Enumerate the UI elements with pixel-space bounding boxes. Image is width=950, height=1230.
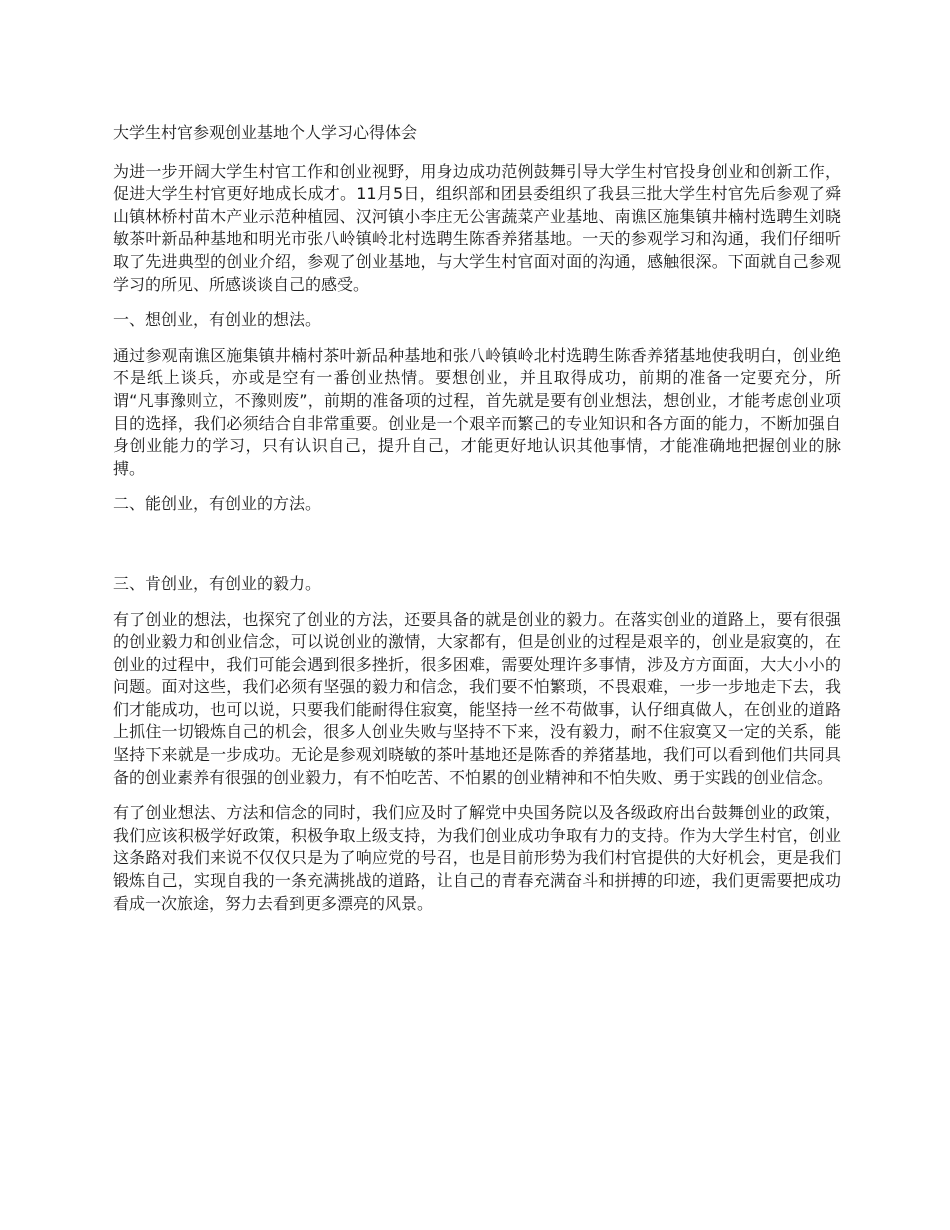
document-body — [113, 122, 841, 928]
blank-space — [113, 529, 841, 573]
section-3-paragraph: 有了创业的想法，也探究了创业的方法，还要具备的就是创业的毅力。在落实创业的道路上，要有很强的创业毅力和创业信念，可以说创业的激情，大家都有，但是创业的过程是艰辛的，创业是寂寞的，在创业的过程中，我们可能会遇到很多挫折，很多困难，需要处理许多事情，涉及方方面面，大大小小的问题。面对这些，我们必须有坚强的毅力和信念，我们要不怕繁琐，不畏艰难，一步一步地走下去，我们才能成功，也可以说，只要我们能耐得住寂寞，能坚持一丝不苟做事，认仔细真做人，在创业的道路上抓住一切锻炼自己的机会，很多人创业失败与坚持不下来，没有毅力，耐不住寂寞又一定的关系，能坚持下来就是一步成功。无论是参观刘晓敏的茶叶基地还是陈香的养猪基地，我们可以看到他们共同具备的创业素养有很强的创业毅力，有不怕吃苦、不怕累的创业精神和不怕失败、勇于实践的创业信念。 — [113, 609, 841, 787]
closing-paragraph: 有了创业想法、方法和信念的同时，我们应及时了解党中央国务院以及各级政府出台鼓舞创业的政策，我们应该积极学好政策，积极争取上级支持，为我们创业成功争取有力的支持。作为大学生村官，创业这条路对我们来说不仅仅只是为了响应党的号召，也是目前形势为我们村官提供的大好机会，更是我们锻炼自己，实现自我的一条充满挑战的道路，让自己的青春充满奋斗和拼搏的印迹，我们更需要把成功看成一次旅途，努力去看到更多漂亮的风景。 — [113, 803, 841, 913]
section-1-heading: 一、想创业，有创业的想法。 — [113, 310, 322, 330]
section-1-paragraph: 通过参观南谯区施集镇井楠村茶叶新品种基地和张八岭镇岭北村选聘生陈香养猪基地使我明白，创业绝不是纸上谈兵，亦或是空有一番创业热情。要想创业，并且取得成功，前期的准备一定要充分，所谓“凡事豫则立，不豫则废”，前期的准备项的过程，首先就是要有创业想法，想创业，才能考虑创业项目的选择，我们必须结合自非常重要。创业是一个艰辛而繁己的专业知识和各方面的能力，不断加强自身创业能力的学习，只有认识自己，提升自己，才能更好地认识其他事情，才能准确地把握创业的脉搏。 — [113, 345, 841, 478]
document-title: 大学生村官参观创业基地个人学习心得体会 — [113, 123, 418, 142]
intro-paragraph: 为进一步开阔大学生村官工作和创业视野，用身边成功范例鼓舞引导大学生村官投身创业和创新工作，促进大学生村官更好地成长成才。11月5日，组织部和团县委组织了我县三批大学生村官先后参观了舜山镇林桥村苗木产业示范种植园、汉河镇小李庄无公害蔬菜产业基地、南谯区施集镇井楠村选聘生刘晓敏茶叶新品种基地和明光市张八岭镇岭北村选聘生陈香养猪基地。一天的参观学习和沟通，我们仔细听取了先进典型的创业介绍，参观了创业基地，与大学生村官面对面的沟通，感触很深。下面就自己参观学习的所见、所感谈谈自己的感受。 — [113, 161, 841, 294]
section-2-heading: 二、能创业，有创业的方法。 — [113, 494, 322, 514]
section-3-heading: 三、肯创业，有创业的毅力。 — [113, 573, 322, 593]
